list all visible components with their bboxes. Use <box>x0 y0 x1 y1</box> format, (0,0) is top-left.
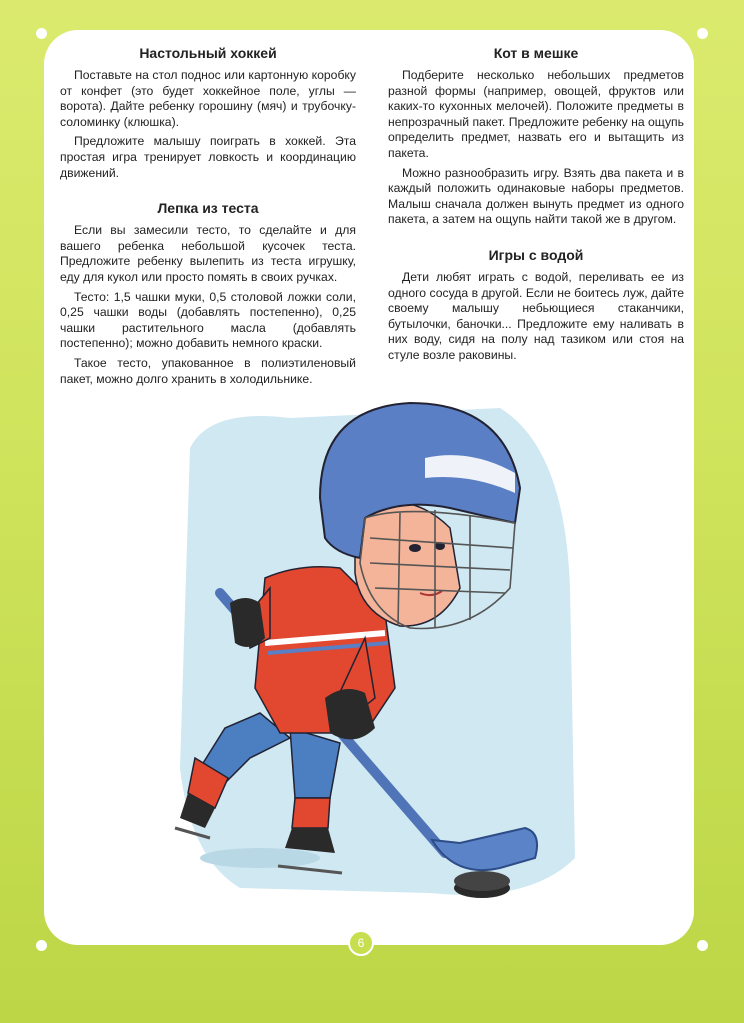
paragraph: Такое тесто, упакованное в полиэтиленовый пакет, можно долго хранить в холодильнике. <box>60 355 356 386</box>
paragraph: Поставьте на стол поднос или картонную коробку от конфет (это будет хоккейное поле, углы — ворота). Дайте ребенку горошину (мяч) и трубочку-соломинку (клюшка). <box>60 68 356 129</box>
paragraph: Предложите малышу поиграть в хоккей. Эта простая игра тренирует ловкость и координацию движений. <box>60 134 356 180</box>
glove-left <box>230 598 265 647</box>
paragraph: Можно разнообразить игру. Взять два пакета и в каждый положить одинаковые наборы предметов. Малыш сначала должен вынуть предмет из одного пакета, а затем на ощупь найти такой же в другом. <box>388 165 684 227</box>
corner-dot <box>36 28 47 39</box>
page-number: 6 <box>348 930 374 956</box>
paragraph: Подберите несколько небольших предметов разной формы (например, овощей, фруктов или каких-то кухонных мелочей). Положите предметы в непрозрачный пакет. Предложите ребенку на ощупь определить предмет, назвать его и вытащить из пакета. <box>388 68 684 160</box>
right-column <box>388 44 684 368</box>
corner-dot <box>36 940 47 951</box>
left-column <box>60 44 356 391</box>
section-title-water-games: Игры с водой <box>488 246 584 263</box>
hockey-player-illustration <box>170 388 585 913</box>
section-title-table-hockey: Настольный хоккей <box>139 45 277 61</box>
section-title-cat-in-bag: Кот в мешке <box>493 45 579 61</box>
section-title-dough-modeling: Лепка из теста <box>157 200 259 217</box>
corner-dot <box>697 940 708 951</box>
paragraph: Тесто: 1,5 чашки муки, 0,5 столовой ложки соли, 0,25 чашки воды (добавлять постепенно), 0,25 чашки растительного масла (добавлять постепенно); можно добавить немного краски. <box>60 289 356 351</box>
paragraph: Если вы замесили тесто, то сделайте и для вашего ребенка небольшой кусочек теста. Предложите ребенку вылепить из теста игрушку, еду для кукол или просто помять в своих ручках. <box>60 223 356 284</box>
paragraph: Дети любят играть с водой, переливать ее из одного сосуда в другой. Если не боитесь луж, дайте своему малышу небьющиеся стаканчики, бутылочки, баночки... Предложите ему наливать в них воду, сидя на полу над тазиком или стоя на стуле возле раковины. <box>388 269 684 362</box>
corner-dot <box>697 28 708 39</box>
